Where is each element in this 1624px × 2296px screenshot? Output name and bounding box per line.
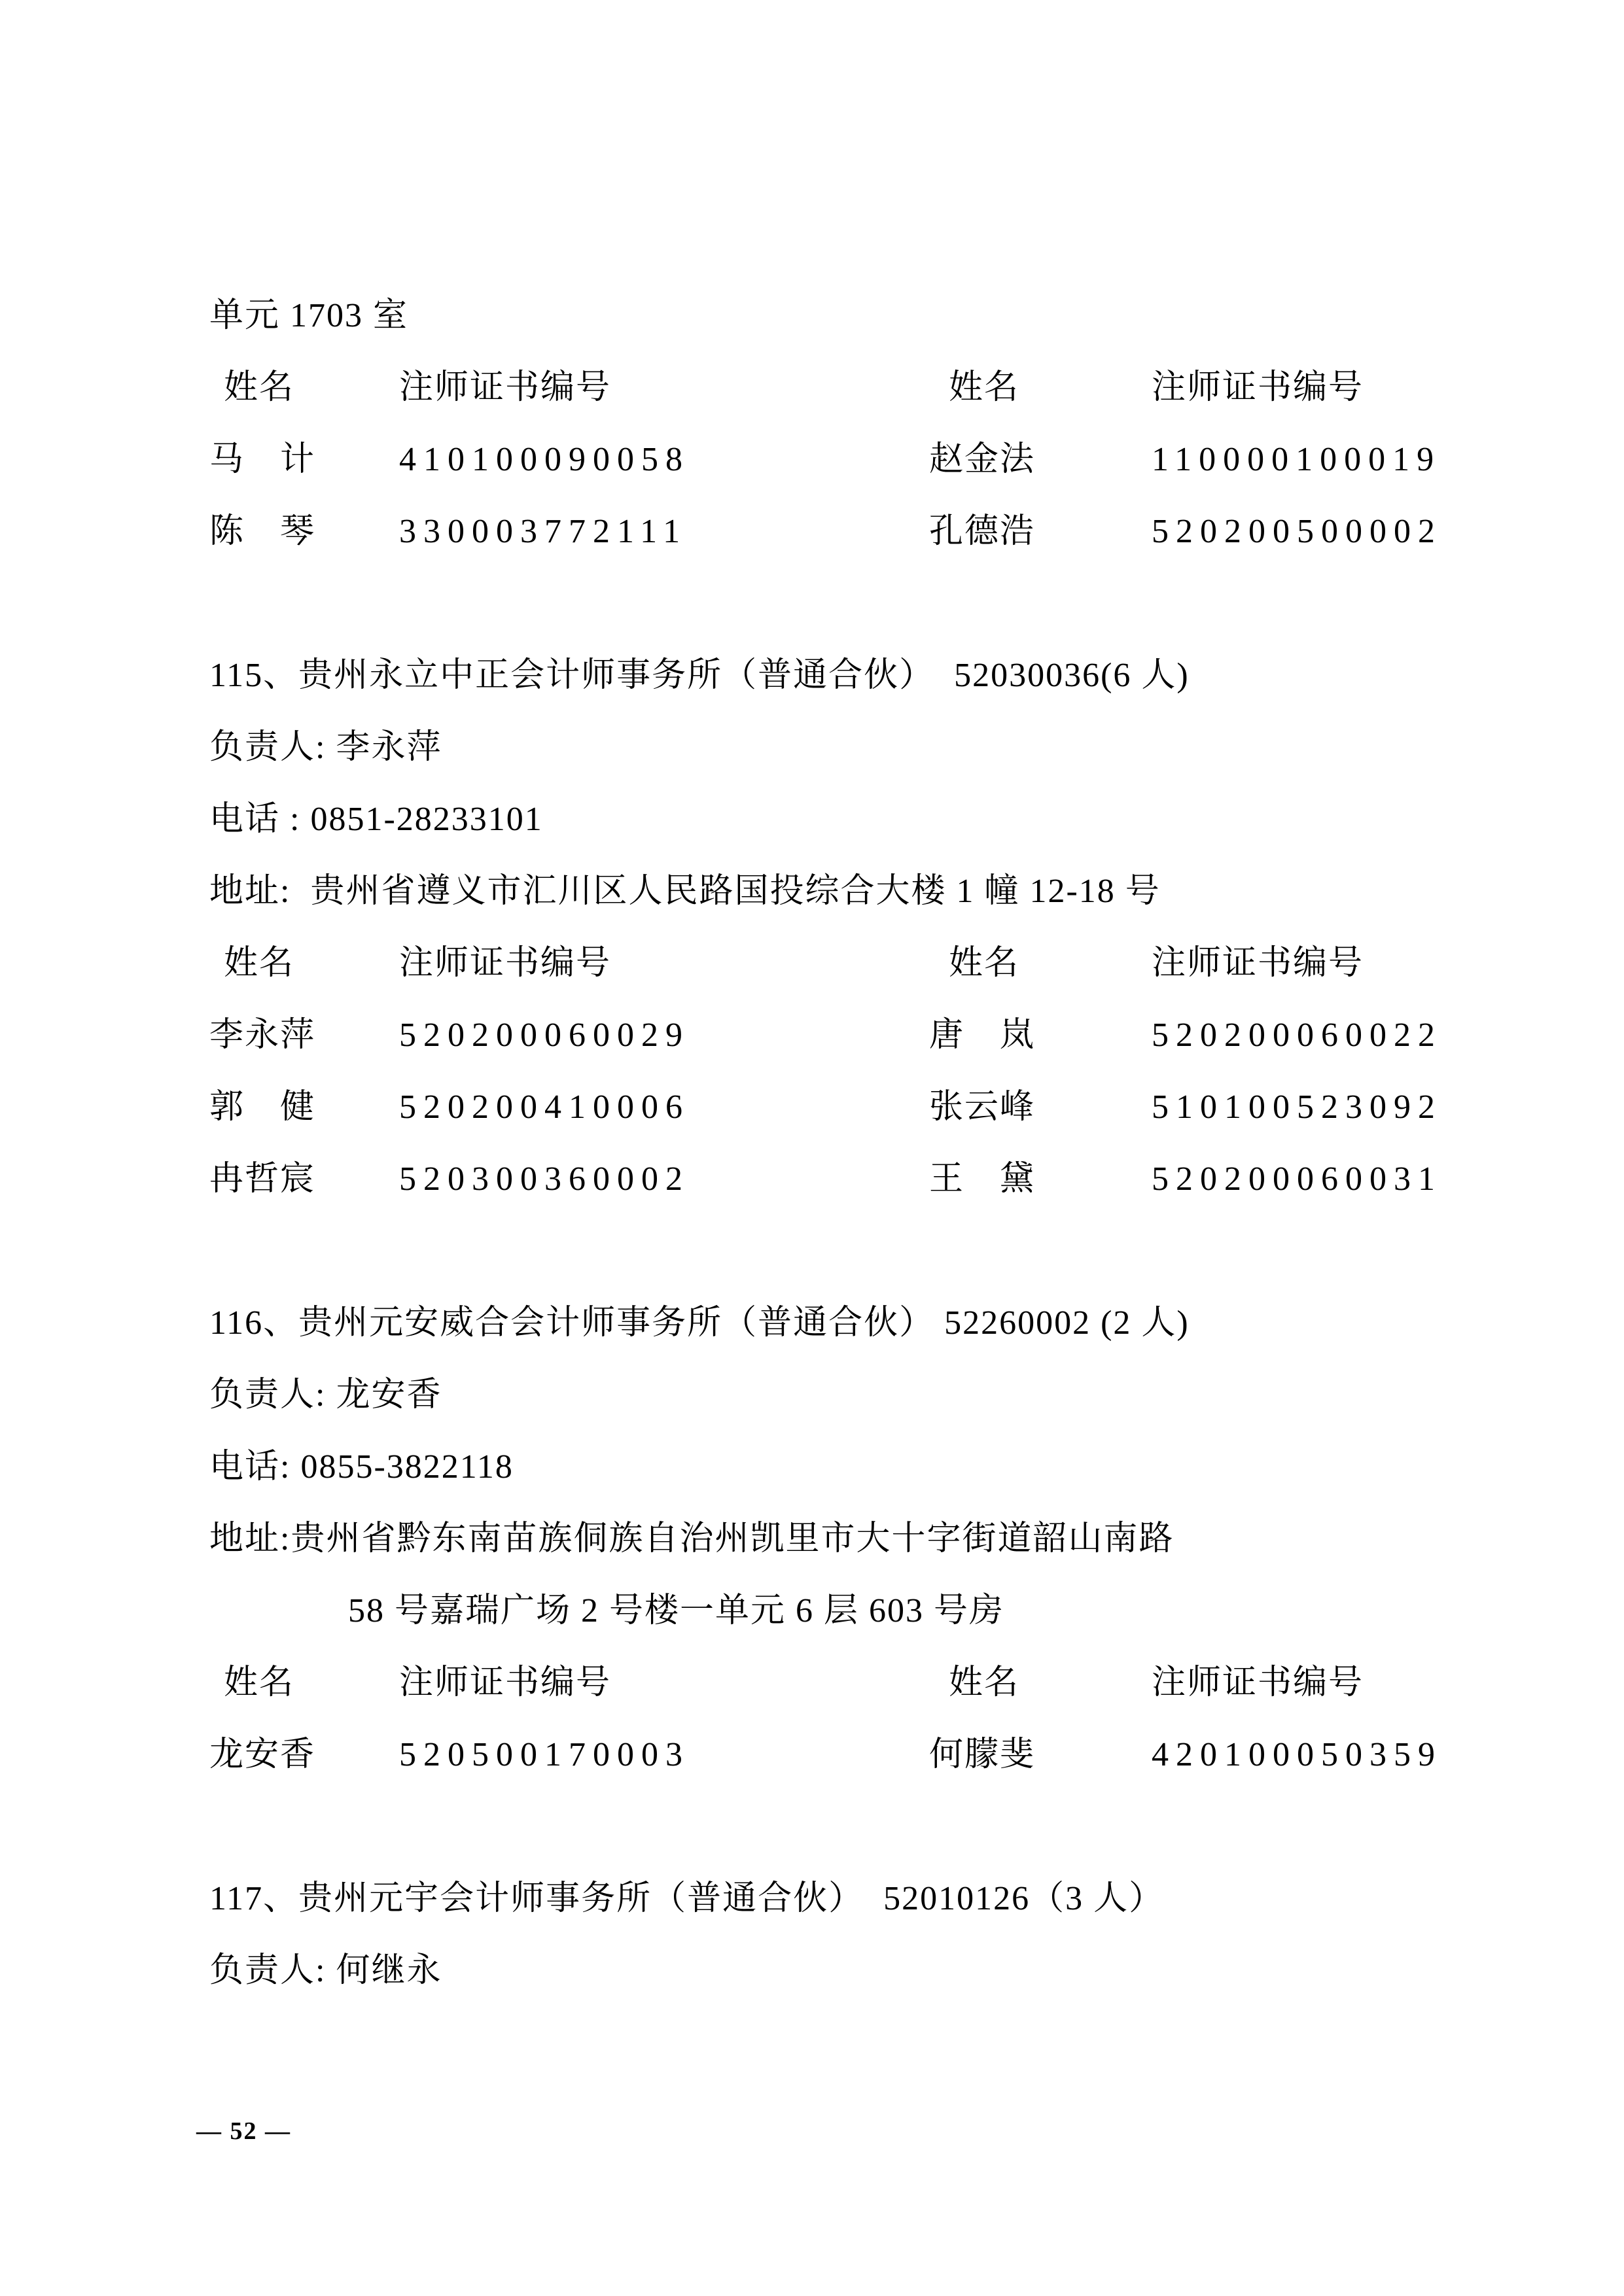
member-name: 李永萍 bbox=[209, 1017, 316, 1054]
column-header-name: 姓名 bbox=[949, 369, 1020, 406]
blank-line bbox=[209, 568, 1459, 640]
address-line: 地址: 贵州省遵义市汇川区人民路国投综合大楼 1 幢 12-18 号 bbox=[209, 873, 1161, 910]
column-header-name: 姓名 bbox=[949, 1664, 1020, 1701]
column-header-cert: 注师证书编号 bbox=[1152, 369, 1364, 406]
roster-row bbox=[209, 1143, 1459, 1215]
address-continuation-line: 单元 1703 室 bbox=[209, 297, 409, 334]
roster-header-row bbox=[209, 352, 1459, 424]
member-cert-number: 420100050359 bbox=[1152, 1736, 1442, 1773]
member-cert-number: 520200060029 bbox=[399, 1017, 690, 1054]
member-name: 冉哲宸 bbox=[209, 1160, 316, 1198]
page-content bbox=[209, 280, 1459, 2007]
firm-heading: 117、贵州元宇会计师事务所（普通合伙） 52010126（3 人） bbox=[209, 1880, 1165, 1917]
member-cert-number: 510100523092 bbox=[1152, 1088, 1442, 1126]
blank-line bbox=[209, 1791, 1459, 1863]
column-header-name: 姓名 bbox=[224, 1664, 295, 1701]
manager-line: 负责人: 何继永 bbox=[209, 1952, 442, 1989]
column-header-cert: 注师证书编号 bbox=[399, 369, 612, 406]
member-cert-number: 520200060031 bbox=[1152, 1160, 1442, 1198]
address-line-continued: 58 号嘉瑞广场 2 号楼一单元 6 层 603 号房 bbox=[348, 1592, 1005, 1629]
firm-heading: 116、贵州元安威合会计师事务所（普通合伙） 52260002 (2 人) bbox=[209, 1304, 1190, 1342]
member-name: 张云峰 bbox=[929, 1088, 1036, 1126]
member-name: 郭 健 bbox=[209, 1088, 316, 1126]
member-name: 王 黛 bbox=[929, 1160, 1036, 1198]
address-line: 地址:贵州省黔东南苗族侗族自治州凯里市大十字街道韶山南路 bbox=[209, 1520, 1174, 1557]
firm-heading: 115、贵州永立中正会计师事务所（普通合伙） 52030036(6 人) bbox=[209, 657, 1190, 694]
column-header-cert: 注师证书编号 bbox=[1152, 945, 1364, 982]
member-cert-number: 520300360002 bbox=[399, 1160, 690, 1198]
column-header-cert: 注师证书编号 bbox=[399, 1664, 612, 1701]
member-name: 唐 岚 bbox=[929, 1017, 1036, 1054]
roster-header-row bbox=[209, 1647, 1459, 1719]
member-name: 马 计 bbox=[209, 441, 316, 478]
phone-line: 电话: 0855-3822118 bbox=[209, 1448, 514, 1486]
member-cert-number: 110000100019 bbox=[1152, 441, 1441, 478]
column-header-name: 姓名 bbox=[224, 945, 295, 982]
phone-line: 电话 : 0851-28233101 bbox=[209, 801, 543, 838]
roster-row bbox=[209, 496, 1459, 568]
page-number: — 52 — bbox=[196, 2117, 291, 2145]
member-name: 何朦斐 bbox=[929, 1736, 1036, 1773]
column-header-cert: 注师证书编号 bbox=[399, 945, 612, 982]
member-name: 陈 琴 bbox=[209, 513, 316, 550]
member-name: 孔德浩 bbox=[929, 513, 1036, 550]
blank-line bbox=[209, 1215, 1459, 1287]
manager-line: 负责人: 李永萍 bbox=[209, 729, 442, 766]
member-name: 龙安香 bbox=[209, 1736, 316, 1773]
roster-row bbox=[209, 1000, 1459, 1071]
member-cert-number: 330003772111 bbox=[399, 513, 688, 550]
member-cert-number: 520500170003 bbox=[399, 1736, 690, 1773]
roster-row bbox=[209, 1071, 1459, 1143]
manager-line: 负责人: 龙安香 bbox=[209, 1376, 442, 1414]
member-cert-number: 520200060022 bbox=[1152, 1017, 1442, 1054]
member-cert-number: 410100090058 bbox=[399, 441, 690, 478]
column-header-cert: 注师证书编号 bbox=[1152, 1664, 1364, 1701]
member-cert-number: 520200410006 bbox=[399, 1088, 690, 1126]
roster-row bbox=[209, 1719, 1459, 1791]
column-header-name: 姓名 bbox=[224, 369, 295, 406]
roster-header-row bbox=[209, 928, 1459, 1000]
member-cert-number: 520200500002 bbox=[1152, 513, 1442, 550]
member-name: 赵金法 bbox=[929, 441, 1036, 478]
roster-row bbox=[209, 424, 1459, 496]
column-header-name: 姓名 bbox=[949, 945, 1020, 982]
